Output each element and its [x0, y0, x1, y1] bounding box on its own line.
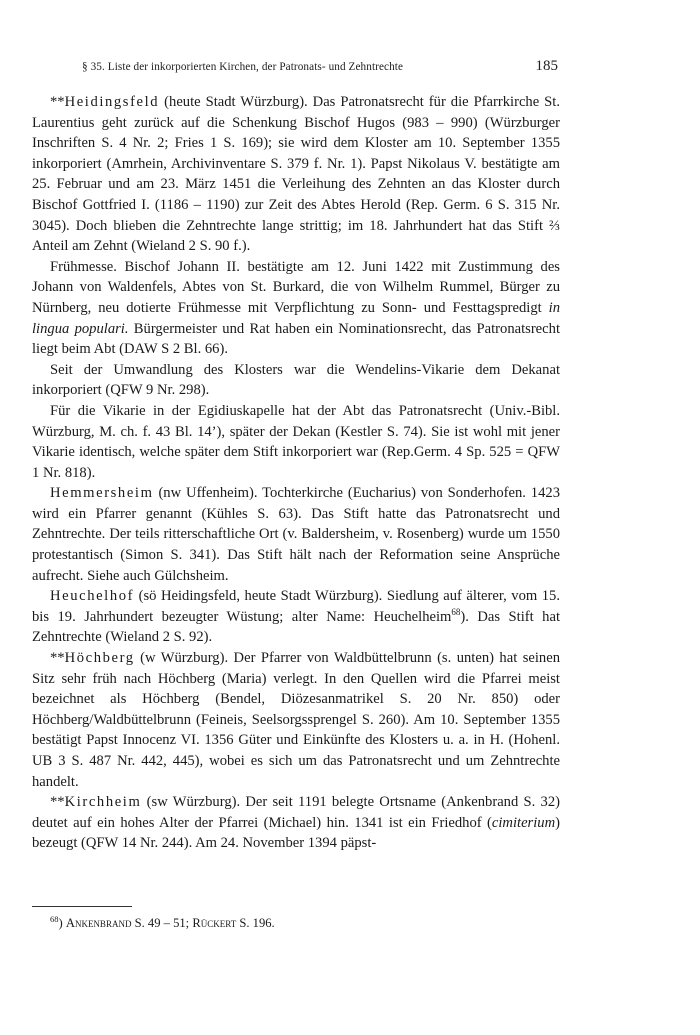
paragraph-wendelins — [32, 360, 560, 401]
paragraph-text: Seit der Umwandlung des Klosters war die Wendelins-Vikarie dem Dekanat inkorporiert (QFW 9 Nr. 298). — [32, 361, 560, 399]
entry-prefix: ** — [50, 794, 65, 811]
entry-heidingsfeld — [32, 92, 560, 257]
entry-text: ). Das Stift hat Zehntrechte (Wieland 2 S. 92). — [32, 608, 560, 646]
entry-lemma: Hemmersheim — [50, 485, 154, 502]
footnote-divider — [32, 906, 132, 907]
footnote-ref: S. 196. — [236, 916, 275, 930]
paragraph-egidius — [32, 401, 560, 483]
entry-text: (w Würzburg). Der Pfarrer von Waldbüttelbrunn (s. unten) hat seinen Sitz sehr früh nach Höchberg (Maria) verlegt. In den Quellen wird die Pfarrei meist bezeichnet als Höchberg (Bendel, Diözesanmatrikel S. 20 Nr. 850) oder Höchberg/Waldbüttelbrunn (Feineis, Seelsorgssprengel S. 260). Am 10. September 1355 bestätigt Papst Innocenz VI. 1356 Güter und Einkünfte des Klosters u. a. in H. (Hohenl. UB 3 S. 487 Nr. 442, 445), wobei es sich um das Patronatsrecht und um Zehntrechte handelt. — [32, 650, 560, 790]
page-number: 185 — [535, 58, 558, 74]
entry-text: (sö Heidingsfeld, heute Stadt Würzburg). Siedlung auf älterer, vom 15. bis 19. Jahrhundert bezeugter Wüstung; alter Name: Heuchelheim — [32, 588, 560, 625]
footnote-reference[interactable]: 68 — [451, 606, 461, 617]
paragraph-text: Frühmesse. Bischof Johann II. bestätigte am 12. Juni 1422 mit Zustimmung des Johann von Waldenfels, Abtes von St. Burkard, die von Wilhelm Rummel, Bürger zu Nürnberg, neu dotierte Frühmesse mit Verpflichtung zu Sonn- und Festtagspredigt — [32, 258, 560, 316]
running-header — [32, 58, 560, 80]
entry-text: (heute Stadt Würzburg). Das Patronatsrecht für die Pfarrkirche St. Laurentius geht zurück auf die Schenkung Bischof Hugos (983 – 990) (Würzburger Inschriften S. 4 Nr. 2; Fries 1 S. 169); sie wird dem Kloster am 10. September 1355 inkorporiert (Amrhein, Archivinventare S. 379 f. Nr. 1). Papst Nikolaus V. bestätigte am 25. Februar und am 23. März 1451 die Verleihung des Zehnten an das Kloster durch Bischof Gottfried I. (1186 – 1190) zur Zeit des Abtes Herold (Rep. Germ. 6 S. 315 Nr. 3045). Doch blieben die Zehntrechte lange strittig; im 18. Jahrhundert hat das Stift ⅔ Anteil am Zehnt (Wieland 2 S. 90 f.). — [32, 94, 560, 255]
footnote-author: Rückert — [192, 916, 237, 930]
footnote-ref: S. 49 – 51; — [131, 916, 193, 930]
entry-lemma: Heidingsfeld — [64, 94, 160, 110]
footnote-mark: 68 — [50, 913, 59, 924]
entry-prefix: ** — [50, 94, 65, 110]
footnote-author: Ankenbrand — [65, 916, 132, 930]
entry-prefix: ** — [50, 650, 65, 667]
latin-phrase: in lingua populari. — [32, 299, 560, 337]
paragraph-text: Bürgermeister und Rat haben ein Nominationsrecht, das Patronatsrecht liegt beim Abt (DAW S 2 Bl. 66). — [32, 320, 560, 358]
entry-heuchelhof — [32, 586, 560, 648]
entry-kirchheim — [32, 792, 560, 854]
running-title: § 35. Liste der inkorporierten Kirchen, der Patronats- und Zehntrechte — [82, 61, 404, 73]
entry-lemma: Höchberg — [64, 650, 135, 667]
footnote: $^{68}$) Ankenbrand S. 49 – 51; Rückert S. 196. — [50, 913, 275, 930]
entry-lemma: Kirchheim — [64, 794, 142, 811]
entry-text: (nw Uffenheim). Tochterkirche (Eucharius) von Sonderhofen. 1423 wird ein Pfarrer genannt (Kühles S. 63). Das Stift hatte das Patronatsrecht und Zehntrechte. Der teils ritterschaftliche Ort (v. Baldersheim, v. Rosenberg) wurde um 1550 protestantisch (Simon S. 341). Das Stift hält nach der Reformation seine Ansprüche aufrecht. Siehe auch Gülchsheim. — [32, 485, 560, 584]
paragraph-fruehmesse — [32, 257, 560, 360]
entry-lemma: Heuchelhof — [50, 588, 135, 605]
latin-term: cimiterium — [491, 814, 556, 831]
entry-hoechberg — [32, 648, 560, 792]
entry-hemmersheim — [32, 483, 560, 586]
main-text — [32, 92, 560, 854]
entry-text: (sw Würzburg). Der seit 1191 belegte Ortsname (Ankenbrand S. 32) deutet auf ein hohes Alter der Pfarrei (Michael) hin. 1341 ist ein Friedhof ( — [32, 794, 560, 831]
entry-text: ) bezeugt (QFW 14 Nr. 244). Am 24. November 1394 päpst- — [32, 814, 560, 852]
paragraph-text: Für die Vikarie in der Egidiuskapelle hat der Abt das Patronatsrecht (Univ.-Bibl. Würzburg, M. ch. f. 43 Bl. 14’), später der Dekan (Kestler S. 74). Sie ist wohl mit jener Vikarie identisch, welche später dem Stift inkorporiert war (Rep.Germ. 4 Sp. 525 = QFW 1 Nr. 818). — [32, 402, 560, 481]
